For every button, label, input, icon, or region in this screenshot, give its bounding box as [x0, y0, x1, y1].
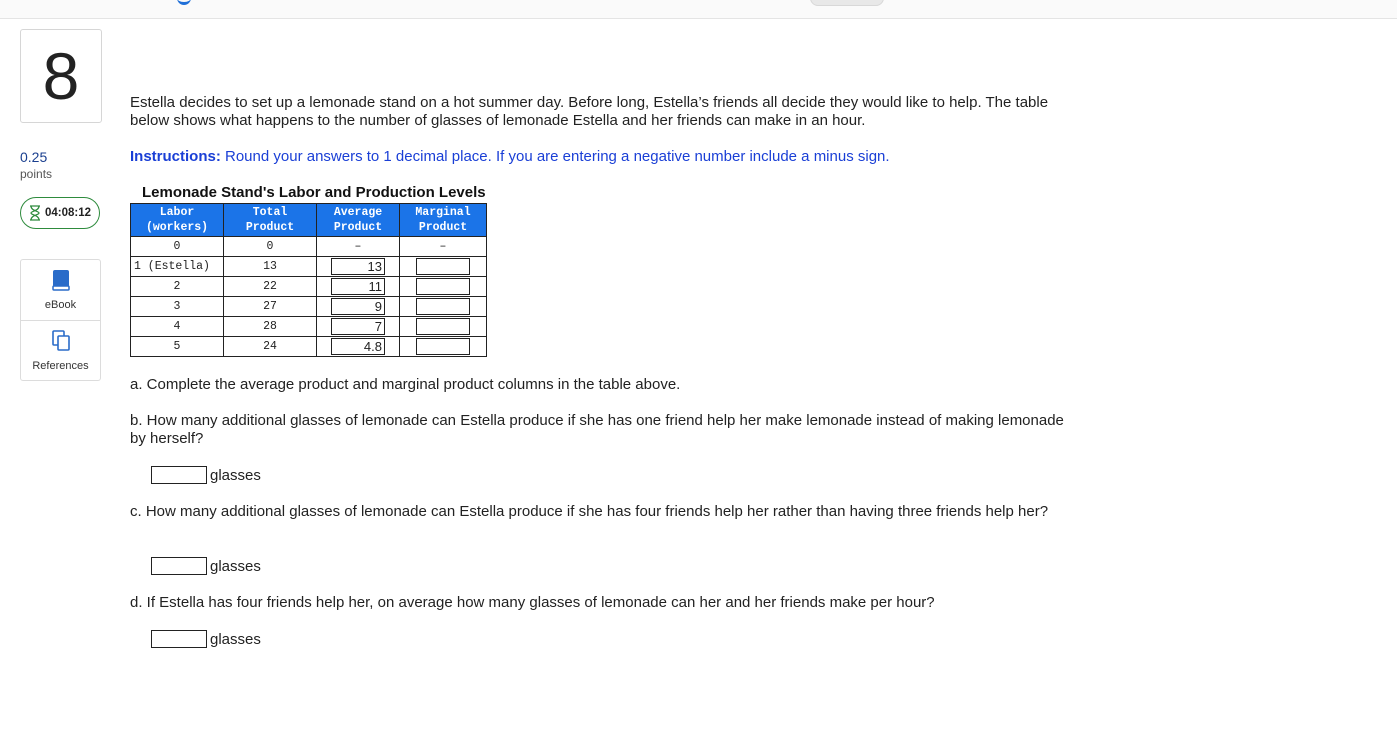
top-bar: [0, 0, 1397, 19]
part-c-answer: [151, 557, 261, 575]
production-table: [130, 203, 487, 357]
marginal-product-input[interactable]: [416, 338, 470, 355]
marginal-product-cell: –: [400, 237, 487, 257]
instructions: [130, 148, 890, 165]
part-d-answer: [151, 630, 261, 648]
labor-cell: 4: [131, 317, 224, 337]
hourglass-icon: [29, 205, 41, 221]
table-row: [131, 277, 487, 297]
average-product-cell: [317, 277, 400, 297]
part-c-unit: glasses: [210, 557, 261, 575]
labor-cell: 2: [131, 277, 224, 297]
timer-badge: [20, 197, 100, 229]
total-product-cell: 27: [224, 297, 317, 317]
header-average-product: Average Product: [317, 204, 400, 237]
progress-indicator: [177, 0, 191, 5]
points-value: 0.25: [20, 149, 48, 165]
total-product-cell: 13: [224, 257, 317, 277]
header-labor: Labor (workers): [131, 204, 224, 237]
marginal-product-cell: [400, 337, 487, 357]
part-b-unit: glasses: [210, 466, 261, 484]
table-title: Lemonade Stand's Labor and Production Levels: [142, 184, 486, 201]
average-product-input[interactable]: 4.8: [331, 338, 385, 355]
part-d-unit: glasses: [210, 630, 261, 648]
instructions-label: Instructions:: [130, 148, 221, 165]
total-product-cell: 24: [224, 337, 317, 357]
top-bar-button[interactable]: [810, 0, 884, 6]
ebook-button[interactable]: [21, 260, 100, 320]
marginal-product-input[interactable]: [416, 298, 470, 315]
table-row: [131, 337, 487, 357]
part-c-input[interactable]: [151, 557, 207, 575]
total-product-cell: 22: [224, 277, 317, 297]
average-product-cell: [317, 317, 400, 337]
marginal-product-cell: [400, 297, 487, 317]
part-a-text: a. Complete the average product and marginal product columns in the table above.: [130, 376, 681, 393]
table-row: [131, 317, 487, 337]
marginal-product-input[interactable]: [416, 278, 470, 295]
table-header-row: [131, 204, 487, 237]
points-label: points: [20, 167, 53, 181]
book-icon: [52, 269, 70, 294]
marginal-product-cell: [400, 317, 487, 337]
part-c-text: c. How many additional glasses of lemonade can Estella produce if she has four friends help her rather than having three friends help her?: [130, 503, 1049, 520]
ebook-label: eBook: [44, 299, 77, 311]
marginal-product-input[interactable]: [416, 318, 470, 335]
total-product-cell: 0: [224, 237, 317, 257]
average-product-input[interactable]: 13: [331, 258, 385, 275]
labor-cell: 1 (Estella): [131, 257, 224, 277]
table-row: [131, 257, 487, 277]
tools-panel: [20, 259, 101, 381]
header-total-product: Total Product: [224, 204, 317, 237]
average-product-cell: [317, 337, 400, 357]
part-b-answer: [151, 466, 261, 484]
average-product-cell: [317, 297, 400, 317]
labor-cell: 0: [131, 237, 224, 257]
references-button[interactable]: [21, 320, 100, 381]
total-product-cell: 28: [224, 317, 317, 337]
table-row: [131, 237, 487, 257]
labor-cell: 3: [131, 297, 224, 317]
table-row: [131, 297, 487, 317]
part-b-input[interactable]: [151, 466, 207, 484]
marginal-product-cell: [400, 257, 487, 277]
question-number: 8: [20, 29, 102, 123]
copies-icon: [51, 330, 71, 355]
average-product-input[interactable]: 9: [331, 298, 385, 315]
part-d-input[interactable]: [151, 630, 207, 648]
average-product-input[interactable]: 7: [331, 318, 385, 335]
part-d-text: d. If Estella has four friends help her, on average how many glasses of lemonade can her and her friends make per hour?: [130, 594, 935, 611]
timer-text: 04:08:12: [44, 207, 92, 219]
part-b-text: b. How many additional glasses of lemonade can Estella produce if she has one friend help her make lemonade instead of making lemonade by herself?: [130, 412, 1064, 447]
header-marginal-product: Marginal Product: [400, 204, 487, 237]
labor-cell: 5: [131, 337, 224, 357]
marginal-product-cell: [400, 277, 487, 297]
average-product-cell: [317, 257, 400, 277]
references-label: References: [32, 360, 89, 372]
marginal-product-input[interactable]: [416, 258, 470, 275]
average-product-input[interactable]: 11: [331, 278, 385, 295]
instructions-text: Round your answers to 1 decimal place. If you are entering a negative number include a minus sign.: [220, 148, 890, 165]
average-product-cell: –: [317, 237, 400, 257]
question-intro: Estella decides to set up a lemonade stand on a hot summer day. Before long, Estella’s friends all decide they would like to help. The table below shows what happens to the number of glasses of lemonade Estella and her friends can make in an hour.: [130, 94, 1049, 129]
